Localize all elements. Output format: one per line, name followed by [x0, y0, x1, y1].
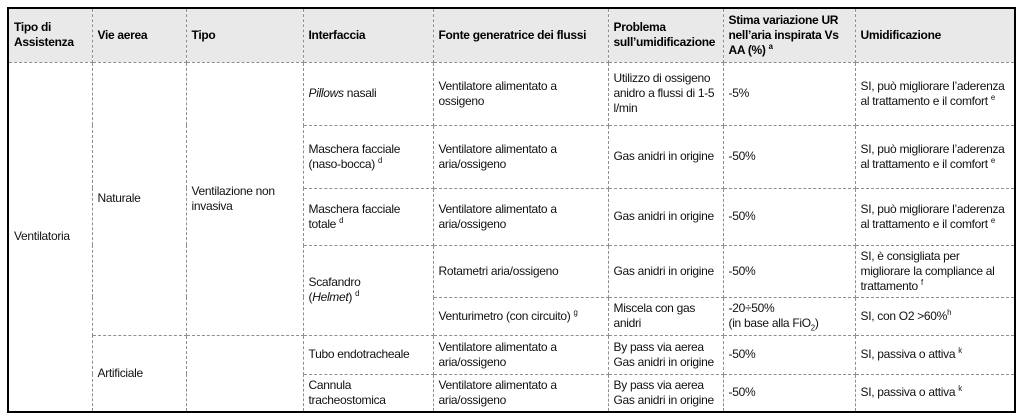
- header-tipo: Tipo: [186, 8, 303, 62]
- cell-fonte: Rotametri aria/ossigeno: [433, 245, 608, 297]
- table-header: [8, 8, 1015, 62]
- cell-problema: By pass via aerea Gas anidri in origine: [608, 335, 723, 374]
- cell-tipo-assistenza: Ventilatoria: [8, 62, 92, 412]
- cell-fonte: Ventilatore alimentato a aria/ossigeno: [433, 188, 608, 245]
- header-via-aerea: Vie aerea: [92, 8, 186, 62]
- header-umidificazione: Umidificazione: [855, 8, 1015, 62]
- table-row: [8, 335, 1015, 374]
- cell-stima: -50%: [723, 188, 855, 245]
- cell-interfaccia: Cannula tracheostomica: [303, 374, 433, 412]
- cell-stima: -50%: [723, 125, 855, 188]
- cell-umidificazione: SI, può migliorare l’aderenza al trattamento e il comfort $^e$: [855, 125, 1015, 188]
- table-row: [8, 62, 1015, 125]
- cell-fonte: Ventilatore alimentato a aria/ossigeno: [433, 335, 608, 374]
- cell-stima: -5%: [723, 62, 855, 125]
- cell-umidificazione: SI, passiva o attiva $^k$: [855, 374, 1015, 412]
- cell-problema: By pass via aerea Gas anidri in origine: [608, 374, 723, 412]
- cell-umidificazione: SI, con O2 >60%$^h$: [855, 297, 1015, 335]
- cell-problema: Gas anidri in origine: [608, 245, 723, 297]
- header-interfaccia: Interfaccia: [303, 8, 433, 62]
- cell-problema: Gas anidri in origine: [608, 125, 723, 188]
- header-fonte: Fonte generatrice dei flussi: [433, 8, 608, 62]
- header-problema: Problema sull’umidificazione: [608, 8, 723, 62]
- cell-fonte: Ventilatore alimentato a aria/ossigeno: [433, 125, 608, 188]
- cell-tipo-non-invasiva: Ventilazione non invasiva: [186, 62, 303, 335]
- header-tipo-assistenza: Tipo di Assistenza: [8, 8, 92, 62]
- cell-stima: -20÷50% (in base alla FiO$_2$): [723, 297, 855, 335]
- cell-interfaccia: Maschera facciale totale $^d$: [303, 188, 433, 245]
- cell-interfaccia: Maschera facciale (naso-bocca) $^d$: [303, 125, 433, 188]
- cell-via-aerea-naturale: Naturale: [92, 62, 186, 335]
- cell-fonte: Venturimetro (con circuito) $^g$: [433, 297, 608, 335]
- cell-problema: Miscela con gas anidri: [608, 297, 723, 335]
- cell-interfaccia: Tubo endotracheale: [303, 335, 433, 374]
- cell-interfaccia-scafandro: Scafandro (Helmet) $^d$: [303, 245, 433, 335]
- cell-problema: Utilizzo di ossigeno anidro a flussi di 1-5 l/min: [608, 62, 723, 125]
- cell-fonte: Ventilatore alimentato a aria/ossigeno: [433, 374, 608, 412]
- cell-umidificazione: SI, può migliorare l’aderenza al trattamento e il comfort $^e$: [855, 188, 1015, 245]
- cell-stima: -50%: [723, 374, 855, 412]
- cell-via-aerea-artificiale: Artificiale: [92, 335, 186, 412]
- cell-umidificazione: SI, può migliorare l’aderenza al trattamento e il comfort $^e$: [855, 62, 1015, 125]
- cell-tipo-artificiale-empty: [186, 335, 303, 412]
- header-row: [8, 8, 1015, 62]
- header-stima: Stima variazione UR nell’aria inspirata Vs AA (%) $^a$: [723, 8, 855, 62]
- cell-umidificazione: SI, è consigliata per migliorare la compliance al trattamento $^f$: [855, 245, 1015, 297]
- cell-stima: -50%: [723, 245, 855, 297]
- table-body: [8, 62, 1015, 412]
- ventilation-humidification-table: [7, 7, 1016, 413]
- cell-problema: Gas anidri in origine: [608, 188, 723, 245]
- cell-stima: -50%: [723, 335, 855, 374]
- cell-umidificazione: SI, passiva o attiva $^k$: [855, 335, 1015, 374]
- cell-interfaccia: Pillows nasali: [303, 62, 433, 125]
- cell-fonte: Ventilatore alimentato a ossigeno: [433, 62, 608, 125]
